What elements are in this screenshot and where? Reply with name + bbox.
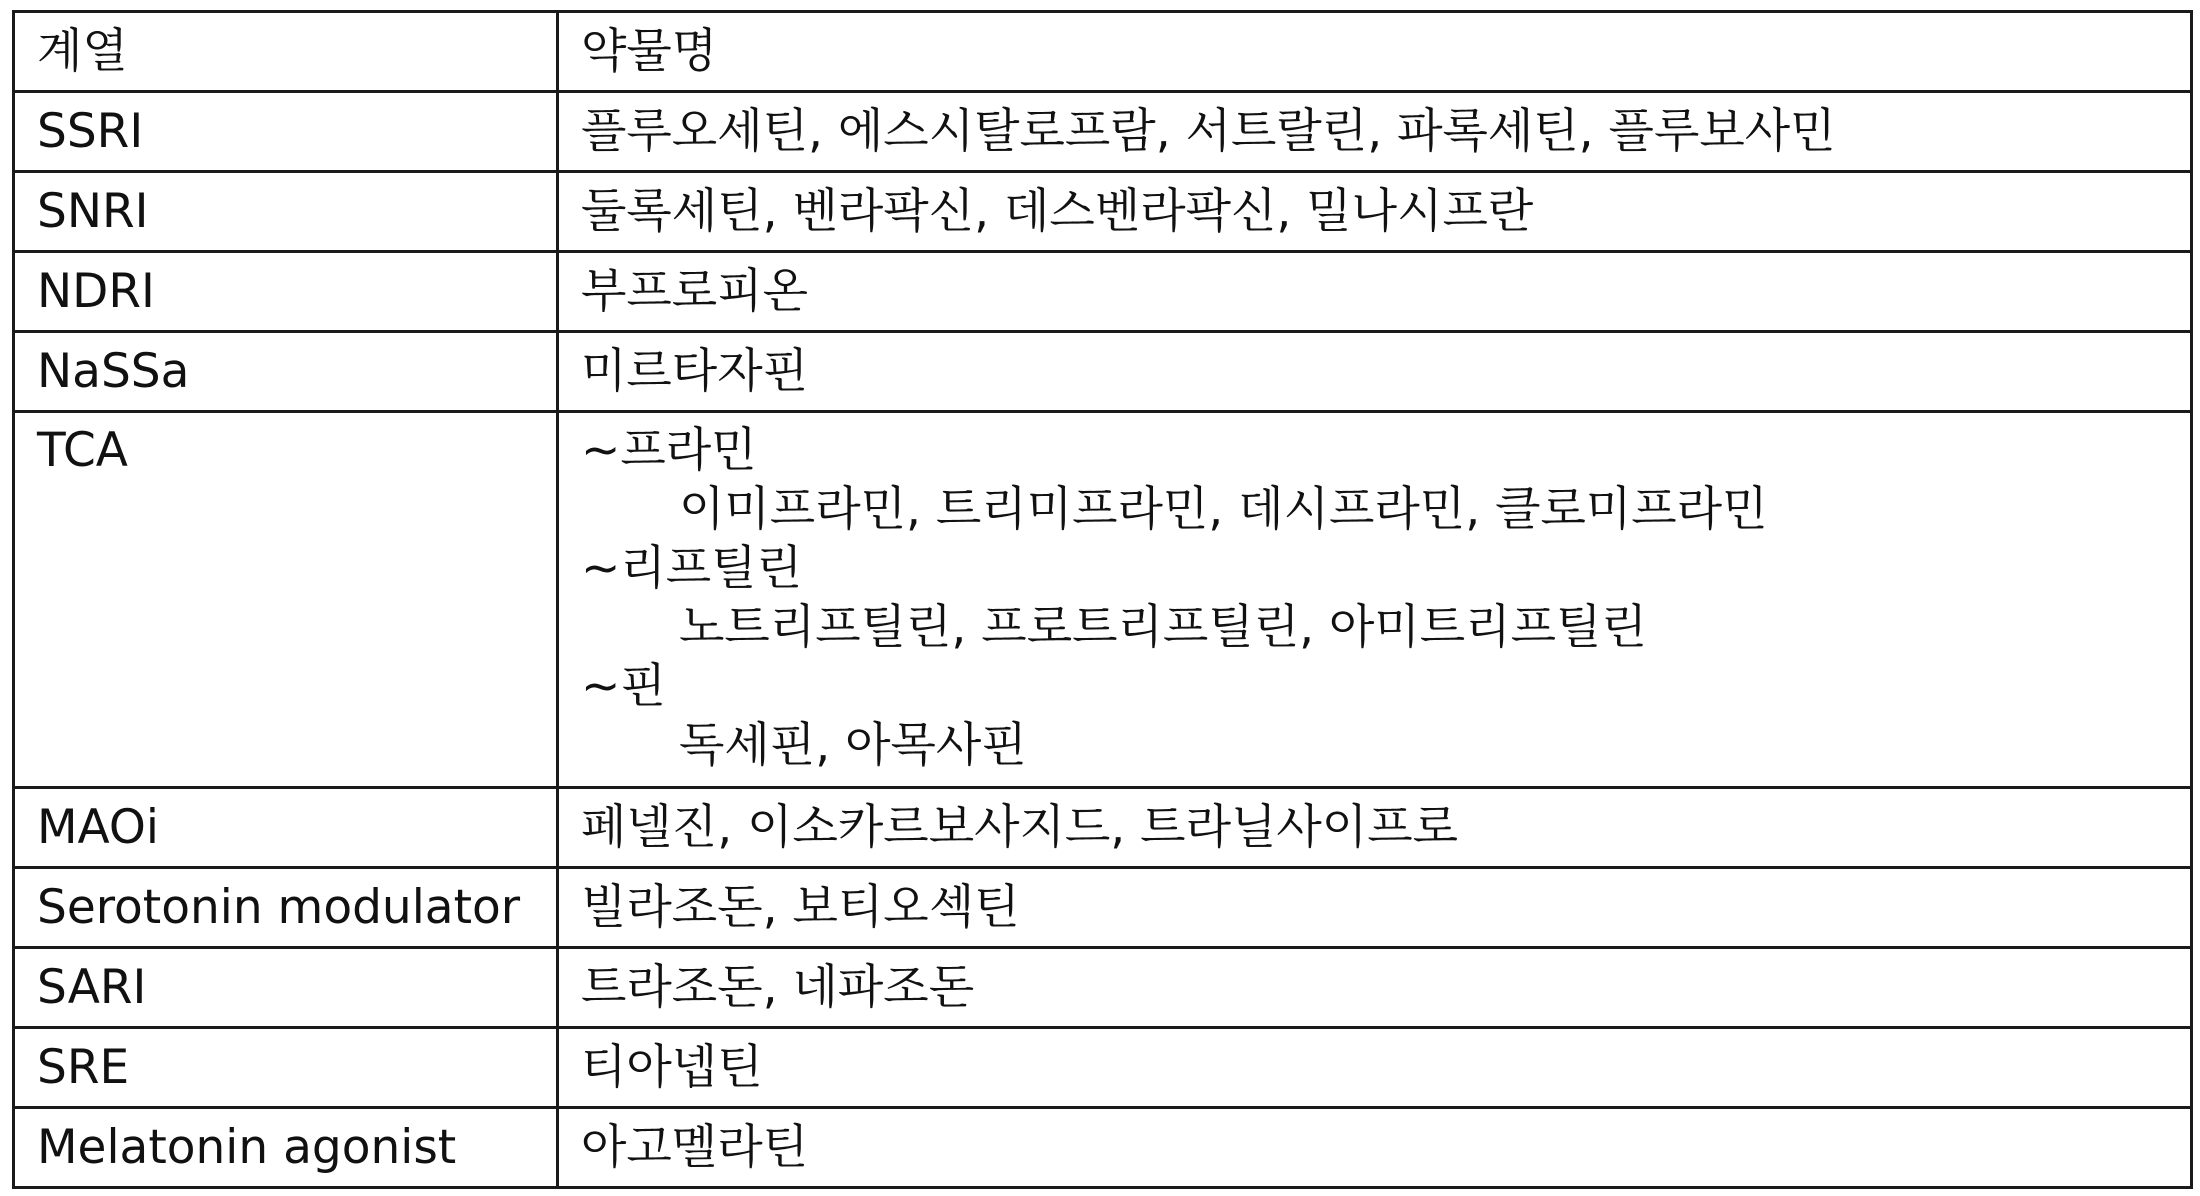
drugs-cell: 부프로피온 — [558, 252, 2192, 332]
drugs-cell-grouped — [558, 412, 2192, 788]
drugs-cell: 둘록세틴, 벤라팍신, 데스벤라팍신, 밀나시프란 — [558, 172, 2192, 252]
table-row — [14, 92, 2192, 172]
table-header-row — [14, 12, 2192, 92]
class-cell: NDRI — [14, 252, 558, 332]
class-cell: SRE — [14, 1028, 558, 1108]
tca-subgroup-drugs: 이미프라민, 트리미프라민, 데시프라민, 클로미프라민 — [679, 482, 1768, 537]
drugs-cell: 페넬진, 이소카르보사지드, 트라닐사이프로 — [558, 788, 2192, 868]
table-row — [14, 868, 2192, 948]
drugs-cell: 빌라조돈, 보티오섹틴 — [558, 868, 2192, 948]
drugs-cell: 플루오세틴, 에스시탈로프람, 서트랄린, 파록세틴, 플루보사민 — [558, 92, 2192, 172]
drugs-cell: 아고멜라틴 — [558, 1108, 2192, 1188]
class-cell: TCA — [14, 412, 558, 788]
table-row — [14, 1028, 2192, 1108]
class-cell: SARI — [14, 948, 558, 1028]
table-row — [14, 252, 2192, 332]
tca-subgroup-drugs: 노트리프틸린, 프로트리프틸린, 아미트리프틸린 — [679, 600, 1647, 655]
drugs-cell: 티아넵틴 — [558, 1028, 2192, 1108]
drugs-cell: 트라조돈, 네파조돈 — [558, 948, 2192, 1028]
class-cell: MAOi — [14, 788, 558, 868]
tca-subgroup-suffix: ~리프틸린 — [581, 541, 802, 596]
tca-subgroup-drugs: 독세핀, 아목사핀 — [679, 718, 1027, 773]
class-cell: Melatonin agonist — [14, 1108, 558, 1188]
table-row — [14, 788, 2192, 868]
header-class-cell: 계열 — [14, 12, 558, 92]
drugs-cell: 미르타자핀 — [558, 332, 2192, 412]
table-row — [14, 332, 2192, 412]
class-cell: SNRI — [14, 172, 558, 252]
class-cell: NaSSa — [14, 332, 558, 412]
antidepressant-class-table — [12, 10, 2193, 1189]
table-row-tca — [14, 412, 2192, 788]
tca-subgroup-suffix: ~핀 — [581, 659, 666, 714]
class-cell: Serotonin modulator — [14, 868, 558, 948]
header-drugs-cell: 약물명 — [558, 12, 2192, 92]
table-row — [14, 948, 2192, 1028]
table-row — [14, 1108, 2192, 1188]
tca-subgroup-suffix: ~프라민 — [581, 423, 757, 478]
table-row — [14, 172, 2192, 252]
class-cell: SSRI — [14, 92, 558, 172]
